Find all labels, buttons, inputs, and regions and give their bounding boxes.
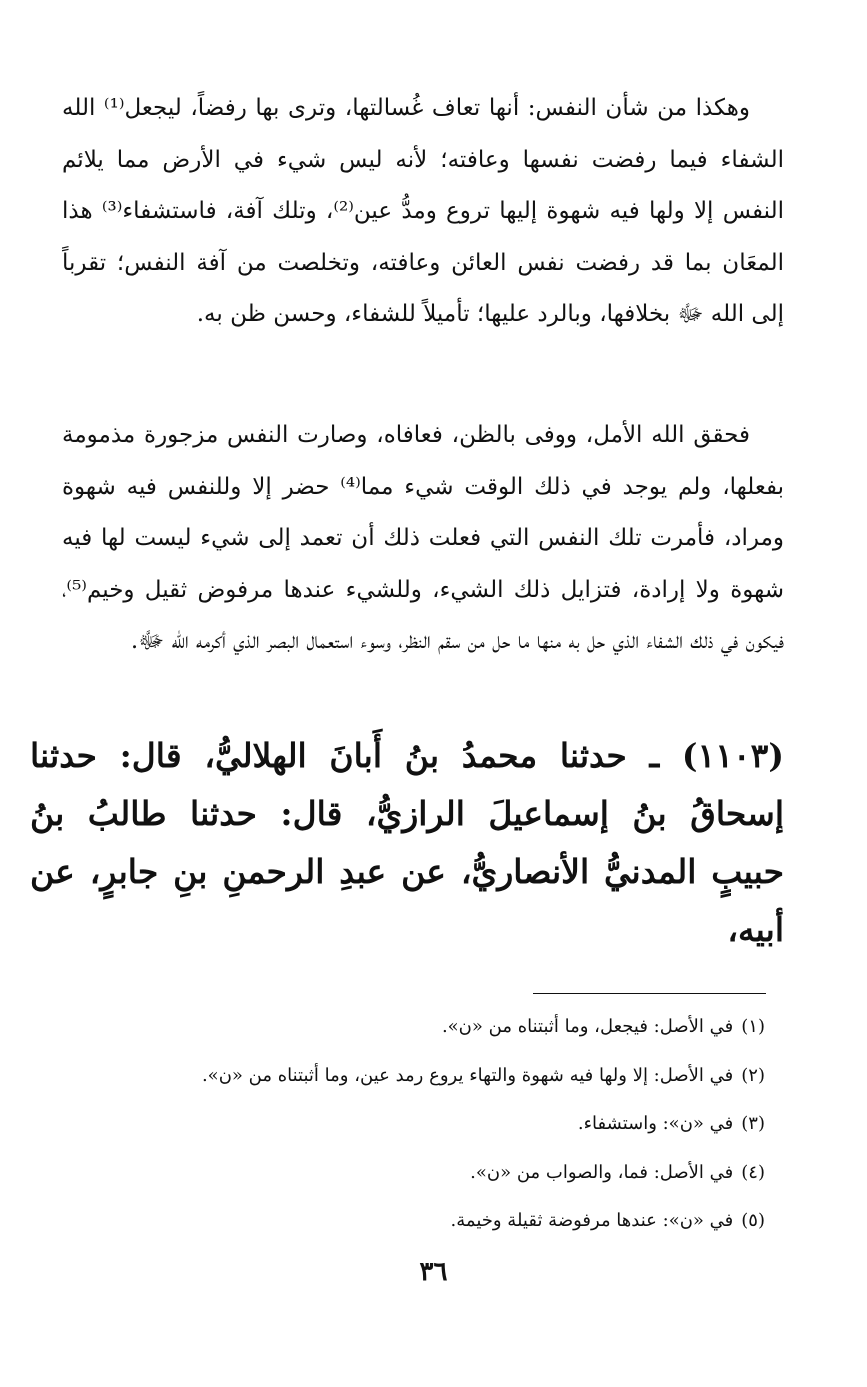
paragraph-2 [62,410,784,668]
footnote-text: في الأصل: فما، والصواب من «ن». [470,1161,734,1183]
footnotes [65,1003,765,1246]
footnote-number: (٥) [741,1210,765,1231]
footnote-separator [533,993,766,994]
footnote-text: في الأصل: إلا ولها فيه شهوة والتهاء يروع رمد عين، وما أثبتناه من «ن». [201,1064,734,1086]
footnote-1 [65,1003,765,1052]
page-number: ٣٦ [419,1257,448,1287]
footnote-3 [65,1100,765,1149]
footnote-text: في الأصل: فيجعل، وما أثبتناه من «ن». [441,1016,734,1037]
footnote-number: (٢) [741,1064,765,1086]
paragraph-2-text: فحقق الله الأمل، ووفى بالظن، فعافاه، وصارت النفس مزجورة مذمومة بفعلها، ولم يوجد في ذلك الوقت شيء مما⁽⁴⁾ حضر إلا وللنفس فيه شهوة ومراد، فأمرت تلك النفس التي فعلت ذلك أن تعمد إلى شيء ليست لها فيه شهوة ولا إرادة، فتزايل ذلك الشيء، وللشيء عندها مرفوض ثقيل وخيم⁽⁵⁾، فيكون في ذلك الشفاء الذي حل به منها ما حل من سقم النظر، وسوء استعمال البصر الذي أكرمه الله ﷻ. [62,422,785,654]
footnote-2 [65,1052,765,1101]
footnote-number: (١) [741,1016,765,1037]
footnote-number: (٣) [741,1113,765,1134]
footnote-text: في «ن»: عندها مرفوضة ثقيلة وخيمة. [450,1210,734,1231]
paragraph-1 [62,83,784,341]
footnote-4 [65,1149,765,1198]
footnote-5 [65,1197,765,1246]
footnote-number: (٤) [741,1161,765,1183]
hadith-chain: (١١٠٣) ـ حدثنا محمدُ بنُ أَبانَ الهلاليُّ، قال: حدثنا إسحاقُ بنُ إسماعيلَ الرازيُّ، قال: حدثنا طالبُ بنُ حبيبٍ المدنيُّ الأنصاريُّ، عن عبدِ الرحمنِ بنِ جابرٍ، عن أبيه، [30,736,784,949]
footnote-text: في «ن»: واستشفاء. [577,1113,734,1134]
paragraph-1-text: وهكذا من شأن النفس: أنها تعاف غُسالتها، وترى بها رفضاً، ليجعل⁽¹⁾ الله الشفاء فيما رفضت نفسها وعافته؛ لأنه ليس شيء في الأرض مما يلائم النفس إلا ولها فيه شهوة إليها تروع ومدُّ عين⁽²⁾، وتلك آفة، فاستشفاء⁽³⁾ هذا المعَان بما قد رفضت نفس العائن وعافته، وتخلصت من آفة النفس؛ تقرباً إلى الله ﷻ بخلافها، وبالرد عليها؛ تأميلاً للشفاء، وحسن ظن به. [62,95,784,327]
